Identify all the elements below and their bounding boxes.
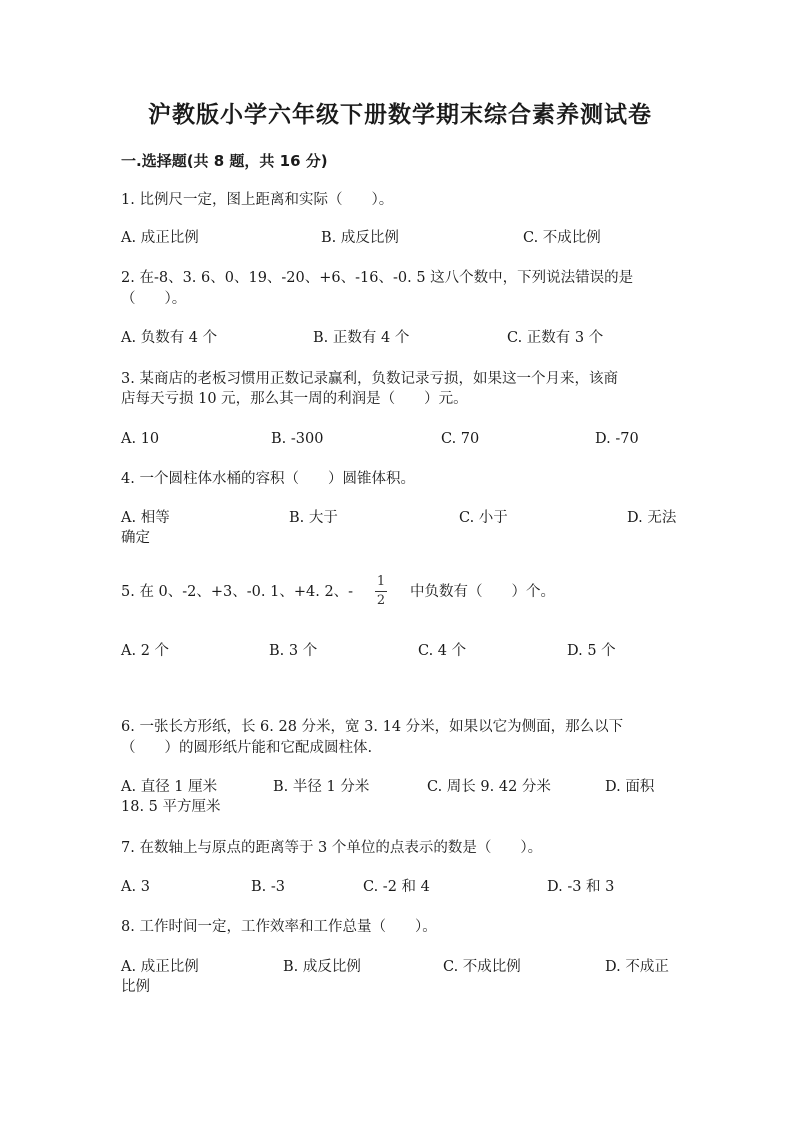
question-8-option-d-continued: 比例 xyxy=(121,979,150,995)
question-3-option-b: B. -300 xyxy=(271,431,324,447)
question-6-stem-line-1: 6. 一张长方形纸，长 6. 28 分米，宽 3. 14 分米，如果以它为侧面，那么以下 xyxy=(121,719,624,735)
question-4-option-d: D. 无法 xyxy=(627,510,677,526)
question-6-option-b: B. 半径 1 分米 xyxy=(273,779,370,795)
question-7-option-a: A. 3 xyxy=(121,879,150,895)
question-3-stem-line-2: 店每天亏损 10 元，那么其一周的利润是（ ）元。 xyxy=(121,391,468,407)
question-4-option-b: B. 大于 xyxy=(289,510,338,526)
section-heading: 一.选择题(共 8 题，共 16 分) xyxy=(121,152,328,170)
question-8-stem: 8. 工作时间一定，工作效率和工作总量（ ）。 xyxy=(121,919,437,935)
question-1-option-a: A. 成正比例 xyxy=(121,230,199,246)
question-5-stem-before: 5. 在 0、-2、+3、-0. 1、+4. 2、- xyxy=(121,584,354,600)
question-6-option-a: A. 直径 1 厘米 xyxy=(121,779,218,795)
question-7-option-c: C. -2 和 4 xyxy=(363,879,430,895)
question-3-option-d: D. -70 xyxy=(595,431,639,447)
question-4-option-d-continued: 确定 xyxy=(121,530,150,546)
question-3-stem-line-1: 3. 某商店的老板习惯用正数记录赢利，负数记录亏损，如果这一个月来，该商 xyxy=(121,371,618,387)
question-1-option-b: B. 成反比例 xyxy=(321,230,399,246)
question-2-stem-line-2: （ ）。 xyxy=(121,291,187,307)
page-title: 沪教版小学六年级下册数学期末综合素养测试卷 xyxy=(148,102,652,128)
question-3-option-a: A. 10 xyxy=(121,431,160,447)
question-8-option-a: A. 成正比例 xyxy=(121,959,199,975)
question-4-option-a: A. 相等 xyxy=(121,510,170,526)
question-5-option-b: B. 3 个 xyxy=(269,643,318,659)
question-5-option-d: D. 5 个 xyxy=(567,643,616,659)
question-4-stem: 4. 一个圆柱体水桶的容积（ ）圆锥体积。 xyxy=(121,471,415,487)
question-2-option-a: A. 负数有 4 个 xyxy=(121,330,218,346)
fraction-numerator: 1 xyxy=(376,574,386,589)
question-4-option-c: C. 小于 xyxy=(459,510,508,526)
question-8-option-b: B. 成反比例 xyxy=(283,959,361,975)
question-7-option-d: D. -3 和 3 xyxy=(547,879,615,895)
fraction-bar xyxy=(375,591,387,592)
question-6-option-d-continued: 18. 5 平方厘米 xyxy=(121,799,221,815)
question-6-stem-line-2: （ ）的圆形纸片能和它配成圆柱体. xyxy=(121,740,373,756)
question-1-stem: 1. 比例尺一定，图上距离和实际（ ）。 xyxy=(121,192,394,208)
question-2-stem-line-1: 2. 在-8、3. 6、0、19、-20、+6、-16、-0. 5 这八个数中，下列说法错误的是 xyxy=(121,270,634,286)
question-5-option-a: A. 2 个 xyxy=(121,643,170,659)
question-3-option-c: C. 70 xyxy=(441,431,480,447)
question-6-option-d: D. 面积 xyxy=(605,779,655,795)
question-5-stem-after: 中负数有（ ）个。 xyxy=(410,584,555,600)
question-8-option-d: D. 不成正 xyxy=(605,959,669,975)
fraction-one-half xyxy=(373,574,389,609)
question-6-option-c: C. 周长 9. 42 分米 xyxy=(427,779,551,795)
question-2-option-c: C. 正数有 3 个 xyxy=(507,330,604,346)
fraction-denominator: 2 xyxy=(376,593,386,608)
question-1-option-c: C. 不成比例 xyxy=(523,230,601,246)
question-7-option-b: B. -3 xyxy=(251,879,285,895)
question-7-stem: 7. 在数轴上与原点的距离等于 3 个单位的点表示的数是（ ）。 xyxy=(121,840,543,856)
question-5-option-c: C. 4 个 xyxy=(418,643,467,659)
question-8-option-c: C. 不成比例 xyxy=(443,959,521,975)
question-2-option-b: B. 正数有 4 个 xyxy=(313,330,410,346)
